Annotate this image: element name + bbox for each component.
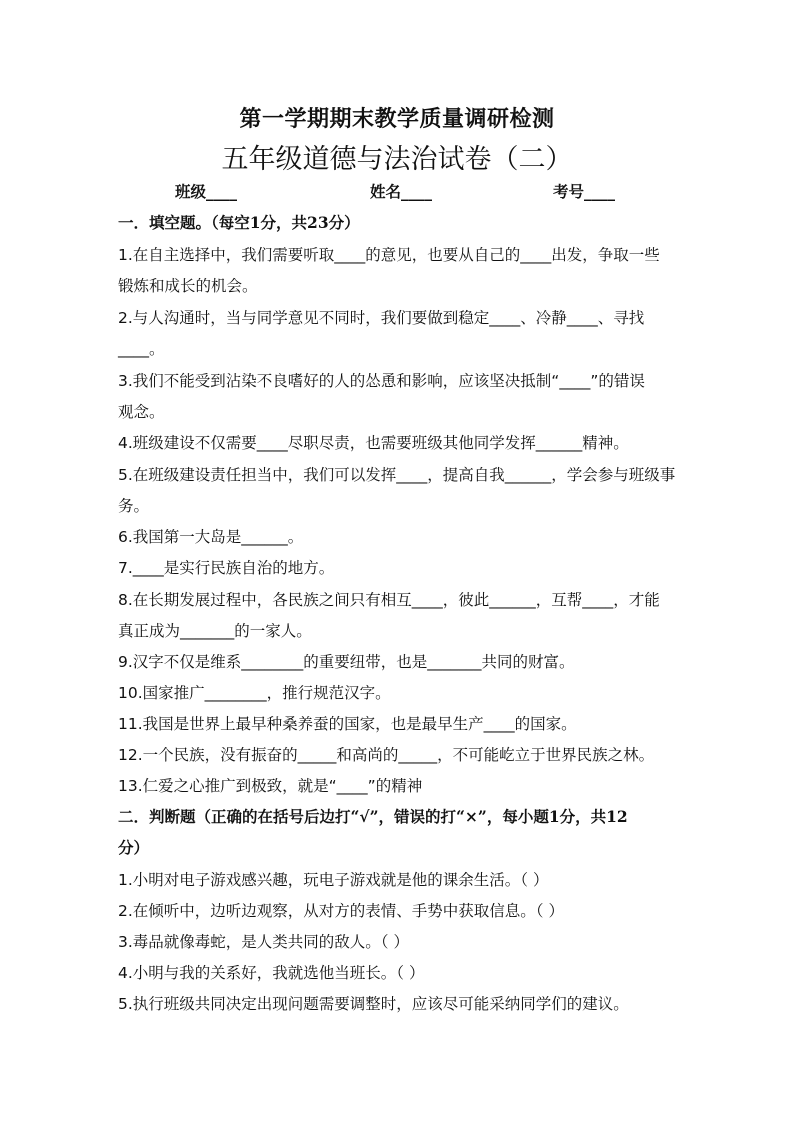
question-line: 4.小明与我的关系好，我就选他当班长。（ ）	[118, 964, 425, 982]
question-line: 锻炼和成长的机会。	[118, 277, 258, 295]
question-line: 12.一个民族，没有振奋的_____和高尚的_____，不可能屹立于世界民族之林。	[118, 746, 655, 764]
question-line: 真正成为_______的一家人。	[118, 622, 312, 640]
question-line: 11.我国是世界上最早种桑养蚕的国家，也是最早生产____的国家。	[118, 715, 577, 733]
class-field: 班级____	[175, 182, 238, 201]
question-line: 9.汉字不仅是维系________的重要纽带，也是_______共同的财富。	[118, 653, 575, 671]
question-line: 3.毒品就像毒蛇，是人类共同的敌人。（ ）	[118, 933, 409, 951]
exam-title: 第一学期期末教学质量调研检测	[239, 106, 555, 132]
question-line: 13.仁爱之心推广到极致，就是“____”的精神	[118, 777, 423, 795]
section-1-heading: 一．填空题。（每空1分，共23分）	[118, 213, 360, 232]
exam-subtitle: 五年级道德与法治试卷（二）	[221, 144, 573, 175]
section-2-heading-continued: 分）	[118, 838, 150, 857]
question-line: 7.____是实行民族自治的地方。	[118, 559, 335, 577]
question-line: 10.国家推广________，推行规范汉字。	[118, 684, 391, 702]
question-line: 观念。	[118, 403, 165, 421]
question-line: 2.在倾听中，边听边观察，从对方的表情、手势中获取信息。（ ）	[118, 902, 564, 920]
question-line: 6.我国第一大岛是______。	[118, 528, 304, 546]
name-field: 姓名____	[370, 182, 433, 201]
question-line: 3.我们不能受到沾染不良嗜好的人的怂恿和影响，应该坚决抵制“____”的错误	[118, 372, 645, 390]
question-line: 2.与人沟通时，当与同学意见不同时，我们要做到稳定____、冷静____、寻找	[118, 309, 645, 327]
question-line: 5.在班级建设责任担当中，我们可以发挥____，提高自我______，学会参与班级事	[118, 466, 676, 484]
question-line: 5.执行班级共同决定出现问题需要调整时，应该尽可能采纳同学们的建议。	[118, 995, 629, 1013]
question-line: 1.在自主选择中，我们需要听取____的意见，也要从自己的____出发，争取一些	[118, 246, 660, 264]
question-line: 4.班级建设不仅需要____尽职尽责，也需要班级其他同学发挥______精神。	[118, 434, 629, 452]
question-line: 务。	[118, 497, 150, 515]
exam-number-field: 考号____	[553, 182, 616, 201]
question-line: 8.在长期发展过程中，各民族之间只有相互____，彼此______，互帮____，才能	[118, 591, 660, 609]
question-line: 1.小明对电子游戏感兴趣，玩电子游戏就是他的课余生活。（ ）	[118, 871, 549, 889]
question-line: ____。	[118, 340, 165, 358]
section-2-heading: 二．判断题（正确的在括号后边打“√”，错误的打“×”，每小题1分，共12	[118, 807, 628, 826]
